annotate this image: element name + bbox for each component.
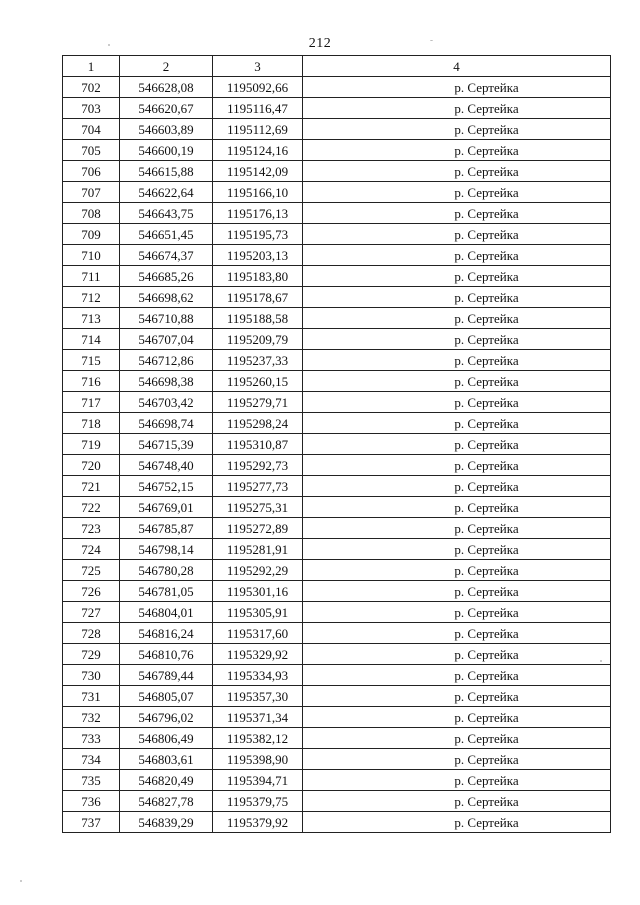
- coordinate-y-cell: 1195379,75: [213, 791, 303, 812]
- description-cell: р. Сертейка: [303, 791, 611, 812]
- table-row: [63, 329, 611, 350]
- point-number-cell: 709: [63, 224, 120, 245]
- point-number-cell: 711: [63, 266, 120, 287]
- coordinate-x-cell: 546816,24: [120, 623, 213, 644]
- coordinate-y-cell: 1195272,89: [213, 518, 303, 539]
- coordinate-y-cell: 1195317,60: [213, 623, 303, 644]
- point-number-cell: 724: [63, 539, 120, 560]
- description-cell: р. Сертейка: [303, 371, 611, 392]
- coordinate-y-cell: 1195116,47: [213, 98, 303, 119]
- description-cell: р. Сертейка: [303, 245, 611, 266]
- description-cell: р. Сертейка: [303, 392, 611, 413]
- table-row: [63, 266, 611, 287]
- coordinate-x-cell: 546710,88: [120, 308, 213, 329]
- coordinate-y-cell: 1195305,91: [213, 602, 303, 623]
- table-row: [63, 497, 611, 518]
- point-number-cell: 703: [63, 98, 120, 119]
- coordinate-x-cell: 546803,61: [120, 749, 213, 770]
- coordinate-y-cell: 1195260,15: [213, 371, 303, 392]
- table-row: [63, 791, 611, 812]
- table-row: [63, 224, 611, 245]
- description-cell: р. Сертейка: [303, 329, 611, 350]
- table-row: [63, 602, 611, 623]
- table-row: [63, 728, 611, 749]
- point-number-cell: 730: [63, 665, 120, 686]
- coordinate-y-cell: 1195279,71: [213, 392, 303, 413]
- coordinate-x-cell: 546622,64: [120, 182, 213, 203]
- description-cell: р. Сертейка: [303, 518, 611, 539]
- coordinate-y-cell: 1195188,58: [213, 308, 303, 329]
- point-number-cell: 729: [63, 644, 120, 665]
- coordinate-x-cell: 546707,04: [120, 329, 213, 350]
- table-row: [63, 812, 611, 833]
- point-number-cell: 716: [63, 371, 120, 392]
- table-row: [63, 623, 611, 644]
- table-row: [63, 203, 611, 224]
- coordinate-y-cell: 1195178,67: [213, 287, 303, 308]
- description-cell: р. Сертейка: [303, 161, 611, 182]
- description-cell: р. Сертейка: [303, 182, 611, 203]
- table-row: [63, 413, 611, 434]
- coordinate-x-cell: 546804,01: [120, 602, 213, 623]
- scan-speck: [20, 880, 22, 882]
- column-header-4: 4: [303, 56, 611, 77]
- coordinate-y-cell: 1195281,91: [213, 539, 303, 560]
- table-row: [63, 665, 611, 686]
- table-row: [63, 644, 611, 665]
- coordinate-x-cell: 546712,86: [120, 350, 213, 371]
- coordinate-x-cell: 546600,19: [120, 140, 213, 161]
- table-row: [63, 161, 611, 182]
- description-cell: р. Сертейка: [303, 539, 611, 560]
- coordinate-y-cell: 1195092,66: [213, 77, 303, 98]
- description-cell: р. Сертейка: [303, 350, 611, 371]
- coordinate-y-cell: 1195292,29: [213, 560, 303, 581]
- coordinate-x-cell: 546698,62: [120, 287, 213, 308]
- description-cell: р. Сертейка: [303, 497, 611, 518]
- coordinate-x-cell: 546615,88: [120, 161, 213, 182]
- coordinate-x-cell: 546796,02: [120, 707, 213, 728]
- table-row: [63, 245, 611, 266]
- coordinate-y-cell: 1195334,93: [213, 665, 303, 686]
- coordinate-x-cell: 546789,44: [120, 665, 213, 686]
- scan-speck: [600, 660, 602, 662]
- coordinate-x-cell: 546643,75: [120, 203, 213, 224]
- point-number-cell: 715: [63, 350, 120, 371]
- coordinate-y-cell: 1195112,69: [213, 119, 303, 140]
- coordinate-y-cell: 1195310,87: [213, 434, 303, 455]
- point-number-cell: 710: [63, 245, 120, 266]
- table-header-row: [63, 56, 611, 77]
- description-cell: р. Сертейка: [303, 623, 611, 644]
- column-header-3: 3: [213, 56, 303, 77]
- description-cell: р. Сертейка: [303, 686, 611, 707]
- point-number-cell: 731: [63, 686, 120, 707]
- coordinate-y-cell: 1195292,73: [213, 455, 303, 476]
- table-row: [63, 140, 611, 161]
- coordinate-y-cell: 1195394,71: [213, 770, 303, 791]
- coordinate-y-cell: 1195209,79: [213, 329, 303, 350]
- coordinate-x-cell: 546806,49: [120, 728, 213, 749]
- coordinate-x-cell: 546748,40: [120, 455, 213, 476]
- scan-speck: [430, 40, 433, 41]
- point-number-cell: 737: [63, 812, 120, 833]
- coordinate-x-cell: 546805,07: [120, 686, 213, 707]
- coordinate-x-cell: 546698,74: [120, 413, 213, 434]
- column-header-2: 2: [120, 56, 213, 77]
- coordinate-x-cell: 546781,05: [120, 581, 213, 602]
- table-body: [63, 77, 611, 833]
- coordinate-x-cell: 546703,42: [120, 392, 213, 413]
- point-number-cell: 713: [63, 308, 120, 329]
- description-cell: р. Сертейка: [303, 98, 611, 119]
- coordinate-x-cell: 546685,26: [120, 266, 213, 287]
- table-row: [63, 581, 611, 602]
- point-number-cell: 704: [63, 119, 120, 140]
- table-row: [63, 770, 611, 791]
- description-cell: р. Сертейка: [303, 665, 611, 686]
- point-number-cell: 705: [63, 140, 120, 161]
- description-cell: р. Сертейка: [303, 224, 611, 245]
- point-number-cell: 733: [63, 728, 120, 749]
- table-row: [63, 707, 611, 728]
- table-row: [63, 287, 611, 308]
- table-row: [63, 686, 611, 707]
- description-cell: р. Сертейка: [303, 413, 611, 434]
- description-cell: р. Сертейка: [303, 812, 611, 833]
- coordinate-x-cell: 546603,89: [120, 119, 213, 140]
- coordinate-y-cell: 1195379,92: [213, 812, 303, 833]
- scan-speck: [108, 44, 110, 46]
- table-row: [63, 560, 611, 581]
- table-row: [63, 308, 611, 329]
- coordinates-table: [62, 55, 611, 833]
- point-number-cell: 718: [63, 413, 120, 434]
- table-row: [63, 77, 611, 98]
- coordinate-y-cell: 1195124,16: [213, 140, 303, 161]
- coordinate-y-cell: 1195203,13: [213, 245, 303, 266]
- point-number-cell: 725: [63, 560, 120, 581]
- coordinate-x-cell: 546698,38: [120, 371, 213, 392]
- description-cell: р. Сертейка: [303, 434, 611, 455]
- coordinate-x-cell: 546651,45: [120, 224, 213, 245]
- point-number-cell: 726: [63, 581, 120, 602]
- coordinate-x-cell: 546820,49: [120, 770, 213, 791]
- point-number-cell: 723: [63, 518, 120, 539]
- point-number-cell: 702: [63, 77, 120, 98]
- point-number-cell: 734: [63, 749, 120, 770]
- coordinate-x-cell: 546620,67: [120, 98, 213, 119]
- point-number-cell: 706: [63, 161, 120, 182]
- point-number-cell: 720: [63, 455, 120, 476]
- point-number-cell: 736: [63, 791, 120, 812]
- coordinate-x-cell: 546752,15: [120, 476, 213, 497]
- point-number-cell: 721: [63, 476, 120, 497]
- point-number-cell: 717: [63, 392, 120, 413]
- description-cell: р. Сертейка: [303, 203, 611, 224]
- coordinate-y-cell: 1195382,12: [213, 728, 303, 749]
- description-cell: р. Сертейка: [303, 770, 611, 791]
- description-cell: р. Сертейка: [303, 455, 611, 476]
- coordinate-x-cell: 546839,29: [120, 812, 213, 833]
- table-row: [63, 98, 611, 119]
- coordinate-y-cell: 1195371,34: [213, 707, 303, 728]
- coordinate-x-cell: 546798,14: [120, 539, 213, 560]
- table-row: [63, 476, 611, 497]
- point-number-cell: 719: [63, 434, 120, 455]
- coordinate-x-cell: 546810,76: [120, 644, 213, 665]
- point-number-cell: 722: [63, 497, 120, 518]
- coordinate-y-cell: 1195195,73: [213, 224, 303, 245]
- coordinate-y-cell: 1195142,09: [213, 161, 303, 182]
- description-cell: р. Сертейка: [303, 602, 611, 623]
- table-row: [63, 392, 611, 413]
- description-cell: р. Сертейка: [303, 77, 611, 98]
- page-number: 212: [308, 36, 332, 51]
- coordinate-y-cell: 1195277,73: [213, 476, 303, 497]
- table-row: [63, 119, 611, 140]
- column-header-1: 1: [63, 56, 120, 77]
- description-cell: р. Сертейка: [303, 266, 611, 287]
- description-cell: р. Сертейка: [303, 728, 611, 749]
- table-row: [63, 434, 611, 455]
- table-row: [63, 749, 611, 770]
- coordinate-x-cell: 546674,37: [120, 245, 213, 266]
- description-cell: р. Сертейка: [303, 644, 611, 665]
- description-cell: р. Сертейка: [303, 308, 611, 329]
- point-number-cell: 728: [63, 623, 120, 644]
- coordinate-y-cell: 1195176,13: [213, 203, 303, 224]
- point-number-cell: 707: [63, 182, 120, 203]
- point-number-cell: 712: [63, 287, 120, 308]
- description-cell: р. Сертейка: [303, 287, 611, 308]
- point-number-cell: 732: [63, 707, 120, 728]
- coordinate-y-cell: 1195398,90: [213, 749, 303, 770]
- coordinate-x-cell: 546628,08: [120, 77, 213, 98]
- coordinate-y-cell: 1195298,24: [213, 413, 303, 434]
- description-cell: р. Сертейка: [303, 560, 611, 581]
- description-cell: р. Сертейка: [303, 140, 611, 161]
- coordinate-x-cell: 546715,39: [120, 434, 213, 455]
- coordinate-y-cell: 1195237,33: [213, 350, 303, 371]
- point-number-cell: 714: [63, 329, 120, 350]
- table-row: [63, 371, 611, 392]
- coordinate-x-cell: 546827,78: [120, 791, 213, 812]
- coordinate-x-cell: 546780,28: [120, 560, 213, 581]
- coordinate-y-cell: 1195357,30: [213, 686, 303, 707]
- description-cell: р. Сертейка: [303, 476, 611, 497]
- table-row: [63, 455, 611, 476]
- coordinate-y-cell: 1195166,10: [213, 182, 303, 203]
- description-cell: р. Сертейка: [303, 707, 611, 728]
- coordinate-x-cell: 546785,87: [120, 518, 213, 539]
- description-cell: р. Сертейка: [303, 749, 611, 770]
- point-number-cell: 727: [63, 602, 120, 623]
- table-row: [63, 182, 611, 203]
- table-row: [63, 350, 611, 371]
- table-row: [63, 539, 611, 560]
- description-cell: р. Сертейка: [303, 119, 611, 140]
- point-number-cell: 708: [63, 203, 120, 224]
- coordinate-x-cell: 546769,01: [120, 497, 213, 518]
- coordinate-y-cell: 1195329,92: [213, 644, 303, 665]
- description-cell: р. Сертейка: [303, 581, 611, 602]
- coordinate-y-cell: 1195183,80: [213, 266, 303, 287]
- table-row: [63, 518, 611, 539]
- coordinate-y-cell: 1195301,16: [213, 581, 303, 602]
- coordinate-y-cell: 1195275,31: [213, 497, 303, 518]
- point-number-cell: 735: [63, 770, 120, 791]
